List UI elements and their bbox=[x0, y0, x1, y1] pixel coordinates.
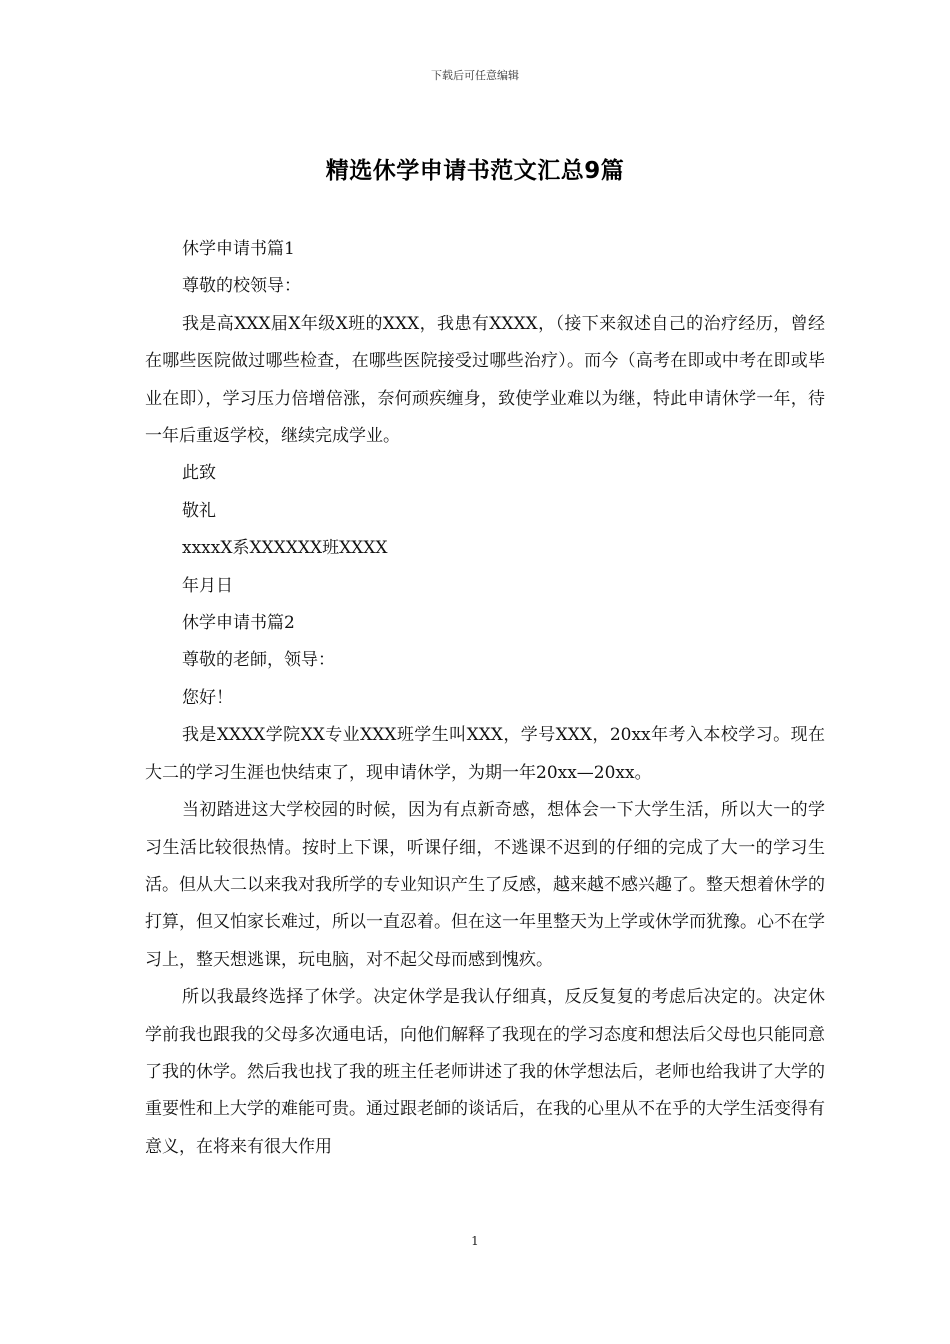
document-title: 精选休学申请书范文汇总9篇 bbox=[325, 158, 625, 184]
page-number: 1 bbox=[471, 1234, 479, 1248]
paragraph-body-4: 所以我最终选择了休学。决定休学是我认仔细真，反反复复的考虑后决定的。决定休学前我也跟我的父母多次通电话，向他们解释了我现在的学习态度和想法后父母也只能同意了我的休学。然后我也找了我的班主任老师讲述了我的休学想法后，老师也给我讲了大学的重要性和上大学的难能可贵。通过跟老師的谈话后，在我的心里从不在乎的大学生活变得有意义，在将来有很大作用 bbox=[145, 987, 825, 1157]
date-line: 年月日 bbox=[182, 575, 233, 596]
paragraph-body-2: 我是XXXX学院XX专业XXX班学生叫XXX，学号XXX，20xx年考入本校学习。现在大二的学习生涯也快结束了，现申请休学，为期一年20xx—20xx。 bbox=[145, 725, 825, 783]
paragraph-body-1: 我是高XXX届X年级X班的XXX，我患有XXXX，（接下来叙述自己的治疗经历，曾经在哪些医院做过哪些检查，在哪些医院接受过哪些治疗）。而今（高考在即或中考在即或毕业在即），学习压力倍增倍涨，奈何顽疾缠身，致使学业难以为继，特此申请休学一年，待一年后重返学校，继续完成学业。 bbox=[145, 313, 825, 447]
closing-zhizhi: 此致 bbox=[182, 463, 216, 484]
closing-jingli: 敬礼 bbox=[182, 500, 216, 521]
signature-line: xxxxX系XXXXXX班XXXX bbox=[182, 538, 388, 559]
paragraph-body-3: 当初踏进这大学校园的时候，因为有点新奇感，想体会一下大学生活，所以大一的学习生活比较很热情。按时上下课，听课仔细，不逃课不迟到的仔细的完成了大一的学习生活。但从大二以来我对我所学的专业知识产生了反感，越来越不感兴趣了。整天想着休学的打算，但又怕家长难过，所以一直忍着。但在这一年里整天为上学或休学而犹豫。心不在学习上，整天想逃课，玩电脑，对不起父母而感到愧疚。 bbox=[145, 800, 825, 970]
salutation-2: 尊敬的老師，领导： bbox=[182, 650, 335, 671]
salutation-1: 尊敬的校领导： bbox=[182, 276, 301, 297]
header-note: 下载后可任意编辑 bbox=[431, 69, 519, 82]
greeting: 您好！ bbox=[182, 687, 233, 708]
section-heading-1: 休学申请书篇1 bbox=[182, 239, 295, 259]
section-heading-2: 休学申请书篇2 bbox=[182, 613, 295, 634]
document-body bbox=[145, 231, 825, 1166]
